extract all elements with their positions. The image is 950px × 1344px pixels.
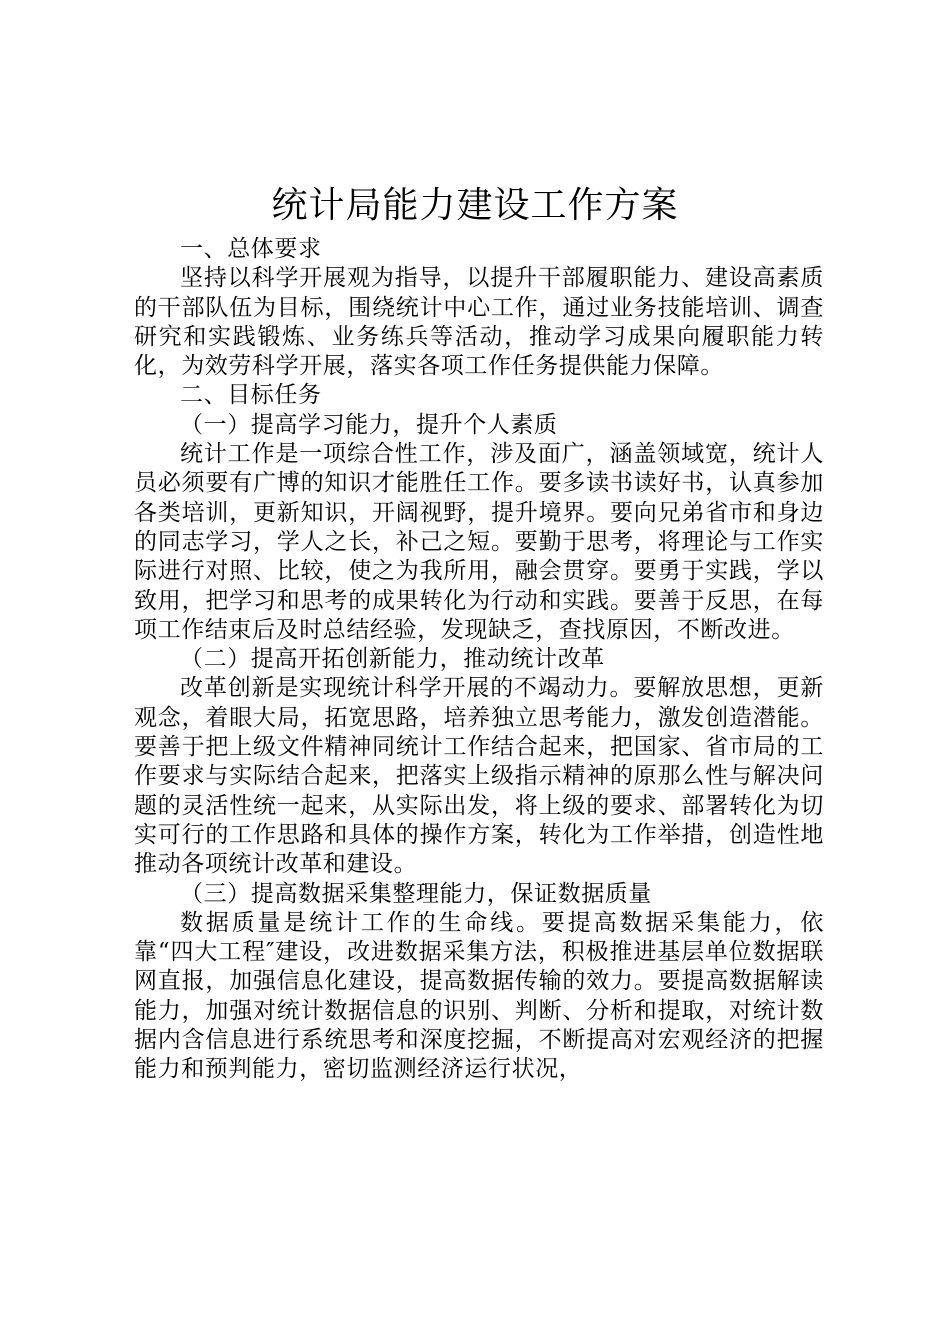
subheading-data-collection-ability: （三）提高数据采集整理能力，保证数据质量 <box>180 880 652 907</box>
document-body <box>134 235 824 1085</box>
document-title: 统计局能力建设工作方案 <box>271 185 679 226</box>
subheading-innovation-ability: （二）提高开拓创新能力，推动统计改革 <box>180 646 605 673</box>
paragraph-learning-ability: 统计工作是一项综合性工作，涉及面广，涵盖领域宽，统计人员必须要有广博的知识才能胜任工作。要多读书读好书，认真参加各类培训，更新知识，开阔视野，提升境界。要向兄弟省市和身边的同志学习，学人之长，补己之短。要勤于思考，将理论与工作实际进行对照、比较，使之为我所用，融会贯穿。要勇于实践，学以致用，把学习和思考的成果转化为行动和实践。要善于反思，在每项工作结束后及时总结经验，发现缺乏，查找原因，不断改进。 <box>134 441 824 643</box>
subheading-learning-ability: （一）提高学习能力，提升个人素质 <box>180 411 558 438</box>
section-heading-general-requirements: 一、总体要求 <box>180 236 322 262</box>
paragraph-innovation-ability: 改革创新是实现统计科学开展的不竭动力。要解放思想，更新观念，着眼大局，拓宽思路，培养独立思考能力，激发创造潜能。要善于把上级文件精神同统计工作结合起来，把国家、省市局的工作要求与实际结合起来，把落实上级指示精神的原那么性与解决问题的灵活性统一起来，从实际出发，将上级的要求、部署转化为切实可行的工作思路和具体的操作方案，转化为工作举措，创造性地推动各项统计改革和建设。 <box>134 675 824 878</box>
paragraph-general-requirements: 坚持以科学开展观为指导，以提升干部履职能力、建设高素质的干部队伍为目标，围绕统计中心工作，通过业务技能培训、调查研究和实践锻炼、业务练兵等活动，推动学习成果向履职能力转化，为效劳科学开展，落实各项工作任务提供能力保障。 <box>134 265 824 380</box>
section-heading-goals-tasks: 二、目标任务 <box>180 382 322 409</box>
paragraph-data-collection-ability: 数据质量是统计工作的生命线。要提高数据采集能力，依靠“四大工程″建设，改进数据采集方法，积极推进基层单位数据联网直报，加强信息化建设，提高数据传输的效力。要提高数据解读能力，加强对统计数据信息的识别、判断、分析和提取，对统计数据内含信息进行系统思考和深度挖掘，不断提高对宏观经济的把握能力和预判能力，密切监测经济运行状况， <box>134 909 824 1083</box>
